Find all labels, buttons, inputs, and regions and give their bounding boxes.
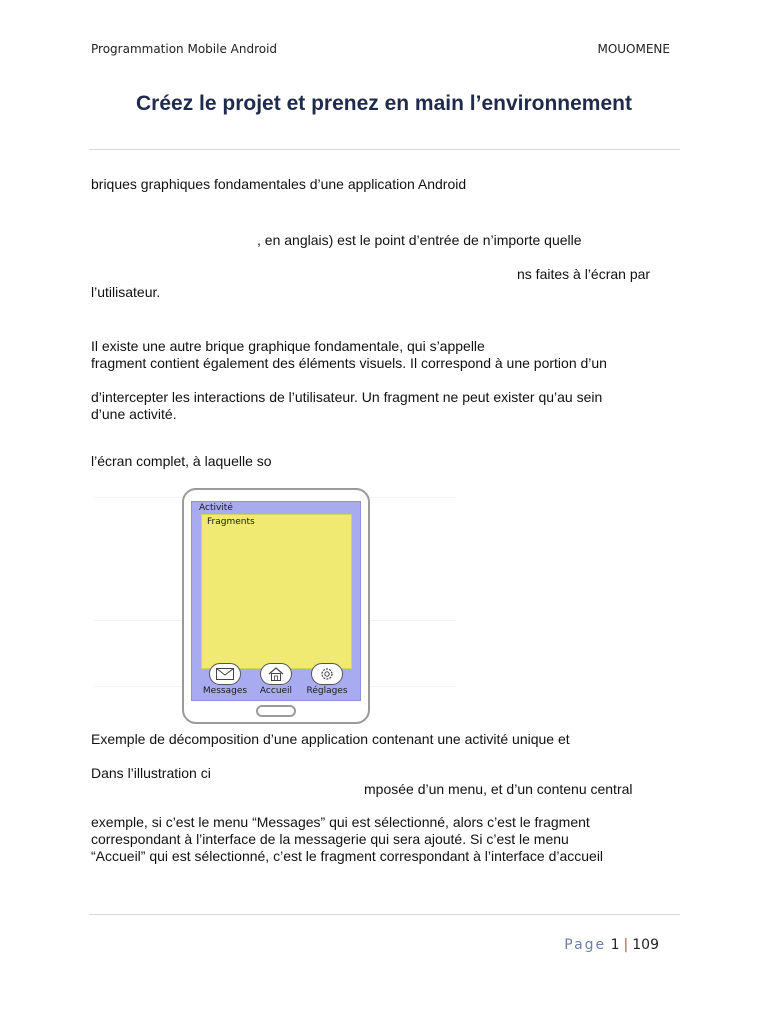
phone-home-button xyxy=(256,705,296,717)
footer-separator: | xyxy=(623,937,629,953)
paragraph-1: briques graphiques fondamentales d’une application Android xyxy=(91,176,467,192)
messages-menu-button xyxy=(209,663,241,685)
fragment-label: Fragments xyxy=(207,517,255,527)
page-word: Page xyxy=(564,937,607,953)
paragraph-3-line-3: d’intercepter les interactions de l’utilisateur. Un fragment ne peut exister qu’au sein xyxy=(91,389,603,405)
page-number: 1 xyxy=(610,937,620,953)
paragraph-3-line-4: d’une activité. xyxy=(91,406,177,422)
page-title: Créez le projet et prenez en main l’environnement xyxy=(136,92,632,115)
menu-label-reglages: Réglages xyxy=(306,686,348,696)
paragraph-3-line-1: Il existe une autre brique graphique fondamentale, qui s’appelle xyxy=(91,338,485,354)
paragraph-2-line-3: l’utilisateur. xyxy=(91,284,161,300)
paragraph-5-line-2: mposée d’un menu, et d’un contenu central xyxy=(364,781,633,797)
menu-label-accueil: Accueil xyxy=(259,686,293,696)
figure-caption: Exemple de décomposition d’une application contenant une activité unique et xyxy=(91,731,570,747)
header-left: Programmation Mobile Android xyxy=(91,42,278,56)
paragraph-6-line-1: exemple, si c’est le menu “Messages” qui est sélectionné, alors c’est le fragment xyxy=(91,814,590,830)
paragraph-2-line-1: , en anglais) est le point d’entrée de n’importe quelle xyxy=(257,232,582,248)
gear-icon xyxy=(319,666,335,682)
settings-menu-button xyxy=(311,663,343,685)
home-icon xyxy=(268,667,284,681)
paragraph-2-line-2: ns faites à l’écran par xyxy=(517,266,651,282)
paragraph-3-line-2: fragment contient également des éléments visuels. Il correspond à une portion d’un xyxy=(91,355,607,371)
menu-label-messages: Messages xyxy=(202,686,248,696)
paragraph-6-line-3: “Accueil” qui est sélectionné, c’est le fragment correspondant à l’interface d’accueil xyxy=(91,848,604,864)
home-menu-button xyxy=(260,663,292,685)
header-right: MOUOMENE xyxy=(597,42,670,56)
fragment-area xyxy=(201,514,352,669)
page-footer xyxy=(564,937,659,953)
activity-label: Activité xyxy=(199,503,233,513)
total-pages: 109 xyxy=(632,937,659,953)
envelope-icon xyxy=(216,668,234,680)
title-divider xyxy=(89,149,680,150)
paragraph-4: l’écran complet, à laquelle so xyxy=(91,453,272,469)
paragraph-6-line-2: correspondant à l’interface de la messagerie qui sera ajouté. Si c’est le menu xyxy=(91,831,569,847)
paragraph-5-line-1: Dans l’illustration ci xyxy=(91,765,211,781)
footer-divider xyxy=(89,914,680,915)
